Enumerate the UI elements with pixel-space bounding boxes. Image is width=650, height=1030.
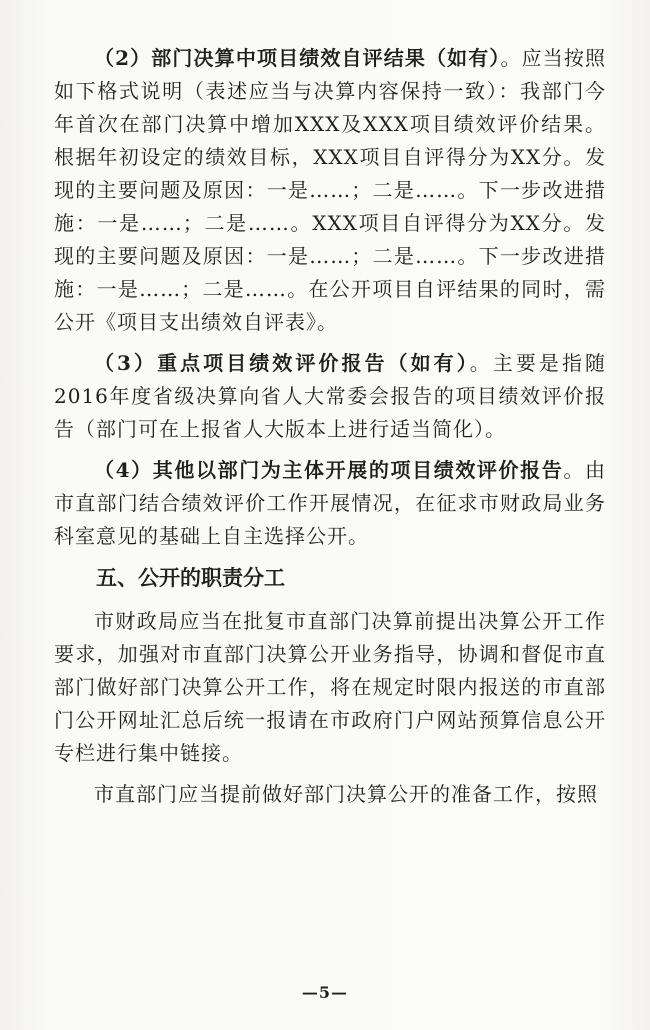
paragraph-key-project-report [54,347,606,446]
paragraph-project-self-evaluation [54,42,606,339]
page-number: —5— [301,983,349,1002]
section-heading: 五、公开的职责分工 [96,565,285,590]
paragraph-lead: （4）其他以部门为主体开展的项目绩效评价报告 [94,458,564,482]
paragraph-lead: （3）重点项目绩效评价报告（如有） [94,351,470,375]
document-body [54,42,606,811]
paragraph-department-preparation: 市直部门应当提前做好部门决算公开的准备工作，按照 [94,782,598,806]
paragraph-text: 。由市直部门结合绩效评价工作开展情况，在征求市财政局业务科室意见的基础上自主选择公开。 [54,458,607,548]
paragraph-text: 。应当按照如下格式说明（表述应当与决算内容保持一致）：我部门今年首次在部门决算中增加XXX及XXX项目绩效评价结果。根据年初设定的绩效目标，XXX项目自评得分为XX分。发现的主要问题及原因：一是……；二是……。下一步改进措施：一是……；二是……。XXX项目自评得分为XX分。发现的主要问题及原因：一是……；二是……。下一步改进措施：一是……；二是……。在公开项目自评结果的同时，需公开《项目支出绩效自评表》。 [54,46,606,334]
paragraph-text: 。主要是指随2016年度省级决算向省人大常委会报告的项目绩效评价报告（部门可在上报省人大版本上进行适当简化）。 [54,351,606,441]
paragraph-other-evaluation-report [54,454,606,553]
paragraph-lead: （2）部门决算中项目绩效自评结果（如有） [94,46,501,70]
paragraph-finance-bureau-duty: 市财政局应当在批复市直部门决算前提出决算公开工作要求，加强对市直部门决算公开业务指导，协调和督促市直部门做好部门决算公开工作，将在规定时限内报送的市直部门公开网址汇总后统一报请在市政府门户网站预算信息公开专栏进行集中链接。 [54,609,606,765]
